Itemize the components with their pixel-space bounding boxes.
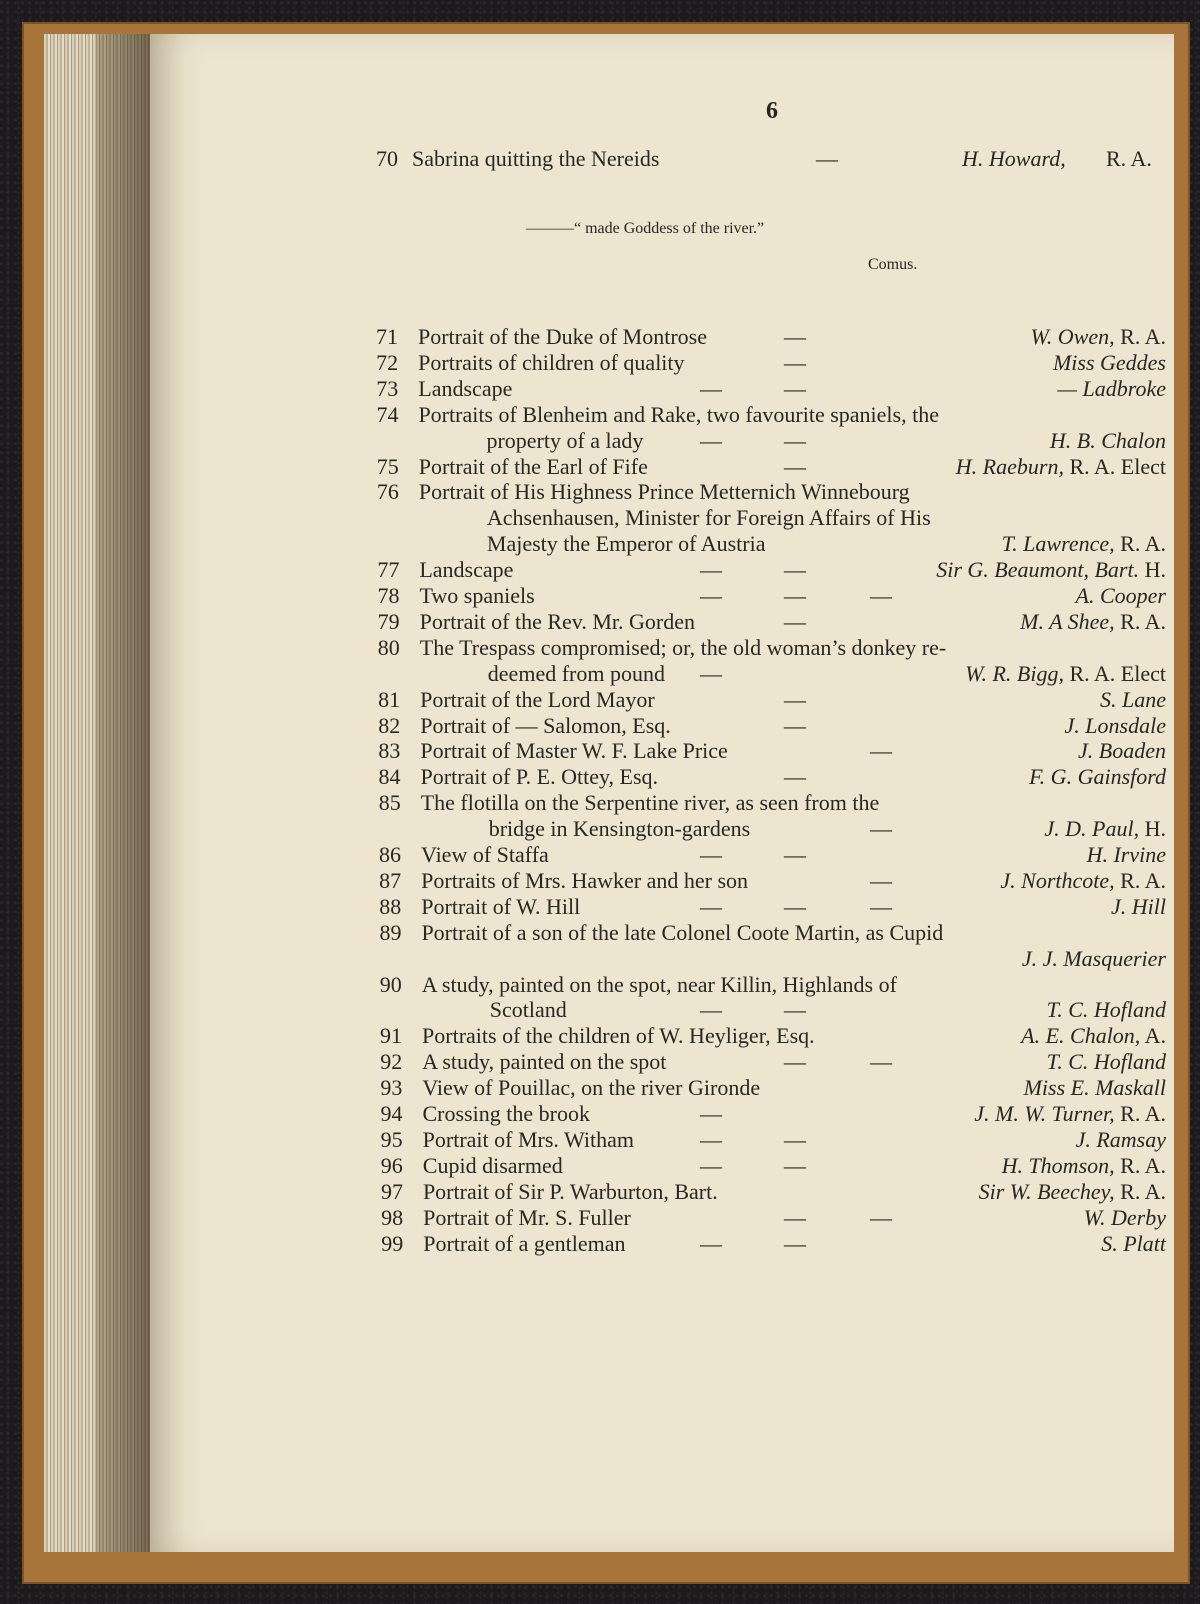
entry-70 bbox=[0, 146, 1200, 172]
entry-artist: T. Lawrence, bbox=[1001, 531, 1115, 557]
entry-title: Portrait of Mr. S. Fuller bbox=[423, 1204, 631, 1230]
entry-number: 74 bbox=[376, 401, 399, 427]
entry-attribution bbox=[1024, 1075, 1166, 1101]
entry-dash: — bbox=[700, 893, 722, 919]
entry-attribution bbox=[956, 454, 1166, 480]
entry-rank: R. A. bbox=[1114, 608, 1166, 634]
entry-number: 96 bbox=[380, 1152, 403, 1178]
catalogue-entry bbox=[0, 1153, 1200, 1179]
entry-artist: J. J. Masquerier bbox=[1021, 945, 1166, 971]
entry-attribution bbox=[1084, 1205, 1166, 1231]
catalogue-entry bbox=[0, 454, 1200, 480]
catalogue-entry-continuation bbox=[0, 997, 1200, 1023]
entry-attribution bbox=[1044, 816, 1166, 842]
entry-dash: — bbox=[870, 1049, 892, 1075]
entry-title: Two spaniels bbox=[419, 583, 535, 608]
entry-dash: — bbox=[784, 1204, 806, 1230]
entry-title: The flotilla on the Serpentine river, as seen from the bbox=[420, 790, 880, 816]
entry-artist: Miss E. Maskall bbox=[1023, 1075, 1166, 1101]
catalogue-entry bbox=[0, 894, 1200, 920]
entry-artist: W. Derby bbox=[1083, 1204, 1166, 1230]
catalogue-entry bbox=[0, 920, 1200, 946]
entry-title: Portrait of Sir P. Warburton, Bart. bbox=[422, 1178, 718, 1204]
entry-attribution bbox=[1020, 609, 1166, 635]
entry-attribution bbox=[1065, 713, 1166, 739]
entry-rank: R. A. bbox=[1114, 1101, 1166, 1126]
entry-dash: — bbox=[870, 583, 892, 608]
entry-number: 98 bbox=[381, 1204, 404, 1230]
entry-rank: R. A. bbox=[1114, 1152, 1166, 1178]
entry-number: 83 bbox=[378, 738, 401, 764]
entry-number: 71 bbox=[376, 324, 398, 349]
entry-artist: J. Northcote, bbox=[1000, 867, 1115, 893]
entry-dash: — bbox=[784, 453, 806, 479]
entry-artist: J. Ramsay bbox=[1075, 1126, 1166, 1152]
catalogue-entry bbox=[0, 790, 1200, 816]
epigraph-source: Comus. bbox=[868, 256, 918, 273]
entry-dash: — bbox=[784, 1230, 806, 1256]
entry-title: Portrait of the Earl of Fife bbox=[418, 453, 648, 479]
entry-title: Portrait of Master W. F. Lake Price bbox=[420, 738, 728, 764]
entry-attribution bbox=[1053, 350, 1166, 376]
entry-title: bridge in Kensington-gardens bbox=[488, 816, 751, 842]
entry-attribution bbox=[1087, 842, 1166, 868]
entry-attribution bbox=[1029, 764, 1166, 790]
entry-dash: — bbox=[784, 324, 806, 349]
entry-title: A study, painted on the spot, near Killin, Highlands of bbox=[421, 971, 897, 997]
entry-title: The Trespass compromised; or, the old woman’s donkey re- bbox=[419, 634, 947, 660]
entry-number: 86 bbox=[379, 842, 401, 867]
entry-title: Portraits of Mrs. Hawker and her son bbox=[421, 867, 749, 893]
entry-dash: — bbox=[700, 1152, 722, 1178]
entry-artist: H. Thomson, bbox=[1001, 1152, 1115, 1178]
catalogue-entry bbox=[0, 1023, 1200, 1049]
catalogue-entry bbox=[0, 402, 1200, 428]
catalogue-entry bbox=[0, 324, 1200, 350]
entry-dash: — bbox=[700, 583, 722, 608]
entry-dash: — bbox=[784, 764, 806, 790]
entry-dash: — bbox=[784, 375, 806, 401]
entry-dash: — bbox=[784, 1049, 806, 1075]
entry-title: property of a lady bbox=[486, 427, 644, 453]
entry-attribution bbox=[1111, 894, 1166, 920]
entry-title: Portraits of the children of W. Heyliger, Esq. bbox=[422, 1023, 815, 1049]
entry-number: 84 bbox=[378, 764, 401, 790]
entry-artist: H. B. Chalon bbox=[1049, 427, 1166, 453]
entry-artist: M. A Shee, bbox=[1020, 608, 1115, 634]
catalogue-entry bbox=[0, 1101, 1200, 1127]
catalogue-entry bbox=[0, 557, 1200, 583]
entry-attribution bbox=[1076, 583, 1166, 609]
entry-number: 90 bbox=[379, 971, 402, 997]
entry-artist: H. Irvine bbox=[1086, 842, 1166, 867]
entry-dash: — bbox=[784, 997, 806, 1023]
entry-attribution bbox=[1057, 376, 1166, 402]
entry-attribution bbox=[965, 661, 1166, 687]
entry-artist: J. D. Paul, bbox=[1044, 816, 1140, 842]
entry-number: 72 bbox=[376, 349, 399, 375]
entry-dash: — bbox=[700, 427, 722, 453]
entry-title: Portrait of the Lord Mayor bbox=[420, 686, 655, 712]
entry-rank: A. bbox=[1140, 1023, 1166, 1049]
entry-dash: — bbox=[870, 738, 892, 764]
entry-attribution bbox=[1076, 1127, 1166, 1153]
entry-number: 79 bbox=[377, 608, 400, 634]
entry-title: A study, painted on the spot bbox=[422, 1049, 667, 1075]
entry-title: Portrait of a gentleman bbox=[423, 1230, 626, 1256]
entry-number: 92 bbox=[380, 1049, 403, 1075]
entry-dash: — bbox=[870, 816, 892, 842]
entry-artist: J. Lonsdale bbox=[1064, 712, 1166, 738]
entry-dash: — bbox=[784, 427, 806, 453]
entry-title: Scotland bbox=[489, 997, 567, 1023]
catalogue-entry bbox=[0, 609, 1200, 635]
entry-title: Landscape bbox=[418, 375, 513, 401]
entry-number: 75 bbox=[376, 453, 399, 479]
entry-title: Portrait of Mrs. Witham bbox=[422, 1126, 634, 1152]
catalogue-entry-continuation bbox=[0, 946, 1200, 972]
catalogue-entry bbox=[0, 738, 1200, 764]
catalogue-entry bbox=[0, 1179, 1200, 1205]
entry-rank: R. A. bbox=[1114, 324, 1166, 349]
entry-title: Sabrina quitting the Nereids bbox=[412, 146, 660, 171]
entry-dash: — bbox=[784, 349, 806, 375]
entry-artist: H. Raeburn, bbox=[955, 453, 1064, 479]
catalogue-entry bbox=[0, 1205, 1200, 1231]
entry-number: 76 bbox=[376, 479, 399, 505]
entry-dash: — bbox=[784, 1152, 806, 1178]
entry-artist: J. Boaden bbox=[1078, 738, 1166, 764]
entry-dash: — bbox=[784, 842, 806, 867]
entry-attribution bbox=[1002, 1153, 1166, 1179]
entry-dash: — bbox=[784, 893, 806, 919]
entry-number: 81 bbox=[378, 686, 401, 712]
entry-attribution bbox=[1101, 1231, 1166, 1257]
entry-title: Majesty the Emperor of Austria bbox=[486, 531, 766, 557]
entry-number: 80 bbox=[377, 634, 400, 660]
entry-dash: — bbox=[870, 1204, 892, 1230]
entry-attribution bbox=[1050, 428, 1166, 454]
entry-dash: — bbox=[700, 1230, 722, 1256]
entry-artist: A. Cooper bbox=[1075, 583, 1166, 608]
catalogue-entry bbox=[0, 1049, 1200, 1075]
entry-number: 91 bbox=[380, 1023, 403, 1049]
entry-dash: — bbox=[700, 842, 722, 867]
catalogue-entry bbox=[0, 479, 1200, 505]
entry-number: 89 bbox=[379, 919, 402, 945]
entry-rank: H. bbox=[1139, 557, 1166, 583]
entry-artist: Miss Geddes bbox=[1052, 349, 1166, 375]
entry-title: Portrait of His Highness Prince Metternich Winnebourg bbox=[418, 479, 910, 505]
entry-dash: — bbox=[870, 867, 892, 893]
entry-number: 78 bbox=[377, 583, 400, 608]
entry-dash: — bbox=[784, 1126, 806, 1152]
entry-title: Portrait of the Duke of Montrose bbox=[418, 324, 707, 349]
entry-number: 82 bbox=[378, 712, 401, 738]
entry-artist: T. C. Hofland bbox=[1046, 997, 1166, 1023]
entry-attribution bbox=[936, 557, 1166, 583]
catalogue-entry-continuation bbox=[0, 505, 1200, 531]
entry-dash: — bbox=[700, 1101, 722, 1126]
entry-title: Landscape bbox=[419, 557, 514, 583]
catalogue-entry-continuation bbox=[0, 428, 1200, 454]
entry-artist: F. G. Gainsford bbox=[1029, 764, 1166, 790]
entry-title: View of Staffa bbox=[421, 842, 549, 867]
entry-attribution bbox=[1047, 1049, 1166, 1075]
entry-title: Crossing the brook bbox=[422, 1101, 590, 1126]
entry-artist: H. Howard, bbox=[962, 146, 1066, 171]
entry-number: 88 bbox=[379, 893, 402, 919]
entry-artist: Sir W. Beechey, bbox=[978, 1178, 1115, 1204]
catalogue-entry bbox=[0, 713, 1200, 739]
catalogue-entry bbox=[0, 972, 1200, 998]
entry-number: 87 bbox=[379, 867, 402, 893]
catalogue-entry-continuation bbox=[0, 661, 1200, 687]
entry-artist: A. E. Chalon, bbox=[1021, 1023, 1141, 1049]
entry-dash: — bbox=[700, 660, 722, 686]
catalogue-entry bbox=[0, 842, 1200, 868]
entry-title: Achsenhausen, Minister for Foreign Affairs of His bbox=[486, 505, 931, 531]
entry-number: 77 bbox=[377, 557, 400, 583]
entry-rank: R. A. Elect bbox=[1063, 453, 1166, 479]
catalogue-entry bbox=[0, 1231, 1200, 1257]
entry-dash: — bbox=[784, 557, 806, 583]
entry-number: 95 bbox=[380, 1126, 403, 1152]
entry-artist: T. C. Hofland bbox=[1046, 1049, 1166, 1075]
entry-title: Portrait of a son of the late Colonel Coote Martin, as Cupid bbox=[421, 919, 944, 945]
page-number: 6 bbox=[766, 98, 778, 124]
entry-dash: — bbox=[700, 557, 722, 583]
catalogue-entry bbox=[0, 635, 1200, 661]
catalogue-entry bbox=[0, 376, 1200, 402]
entry-dash: — bbox=[816, 146, 838, 171]
entry-dash: — bbox=[700, 997, 722, 1023]
entry-artist: W. R. Bigg, bbox=[965, 660, 1064, 686]
entry-number: 85 bbox=[378, 790, 401, 816]
catalogue-entry bbox=[0, 1075, 1200, 1101]
entry-attribution bbox=[1078, 738, 1166, 764]
entry-attribution bbox=[1031, 324, 1167, 350]
entry-dash: — bbox=[784, 608, 806, 634]
entry-number: 94 bbox=[380, 1101, 403, 1126]
entry-rank: R. A. bbox=[1114, 867, 1166, 893]
entry-title: Portrait of W. Hill bbox=[421, 893, 581, 919]
entry-dash: — bbox=[700, 375, 722, 401]
entry-dash: — bbox=[700, 1126, 722, 1152]
entry-attribution bbox=[1021, 1023, 1166, 1049]
entry-artist: — Ladbroke bbox=[1057, 375, 1166, 401]
entry-dash: — bbox=[784, 712, 806, 738]
entry-attribution bbox=[974, 1101, 1166, 1127]
entry-rank: R. A. bbox=[1106, 146, 1152, 171]
entry-title: Portraits of children of quality bbox=[418, 349, 685, 375]
catalogue-entry bbox=[0, 583, 1200, 609]
entry-number: 97 bbox=[380, 1178, 403, 1204]
entry-dash: — bbox=[784, 686, 806, 712]
entry-attribution bbox=[1047, 997, 1166, 1023]
entry-attribution bbox=[1002, 531, 1166, 557]
entry-rank: R. A. bbox=[1114, 1178, 1166, 1204]
entry-title: Cupid disarmed bbox=[422, 1152, 563, 1178]
catalogue-entry bbox=[0, 764, 1200, 790]
entry-number: 70 bbox=[376, 146, 398, 171]
entry-attribution bbox=[979, 1179, 1166, 1205]
entry-title: Portrait of the Rev. Mr. Gorden bbox=[419, 608, 695, 634]
entry-artist: Sir G. Beaumont, Bart. bbox=[936, 557, 1140, 583]
catalogue-entry-continuation bbox=[0, 816, 1200, 842]
entry-artist: J. Hill bbox=[1111, 893, 1166, 919]
catalogue-entry bbox=[0, 1127, 1200, 1153]
entry-artist: W. Owen, bbox=[1030, 324, 1115, 349]
catalogue-entry bbox=[0, 868, 1200, 894]
entry-artist: S. Platt bbox=[1101, 1230, 1166, 1256]
entry-artist: J. M. W. Turner, bbox=[974, 1101, 1115, 1126]
entry-dash: — bbox=[784, 583, 806, 608]
catalogue-entry bbox=[0, 687, 1200, 713]
entry-title: Portraits of Blenheim and Rake, two favourite spaniels, the bbox=[418, 401, 939, 427]
entry-title: Portrait of — Salomon, Esq. bbox=[420, 712, 671, 738]
entry-number: 99 bbox=[381, 1230, 404, 1256]
entry-artist: S. Lane bbox=[1100, 686, 1166, 712]
entry-title: deemed from pound bbox=[487, 660, 665, 686]
entry-attribution bbox=[1000, 868, 1166, 894]
epigraph-quote: ———“ made Goddess of the river.” bbox=[526, 220, 765, 237]
entry-rank: R. A. bbox=[1114, 531, 1166, 557]
entry-attribution bbox=[1100, 687, 1166, 713]
entry-dash: — bbox=[870, 893, 892, 919]
entry-title: Portrait of P. E. Ottey, Esq. bbox=[420, 764, 659, 790]
entry-rank: H. bbox=[1139, 816, 1166, 842]
catalogue-entry-continuation bbox=[0, 531, 1200, 557]
entry-attribution bbox=[1022, 946, 1166, 972]
entry-rank: R. A. Elect bbox=[1063, 660, 1166, 686]
entry-number: 73 bbox=[376, 375, 399, 401]
entry-title: View of Pouillac, on the river Gironde bbox=[422, 1075, 761, 1101]
catalogue-entry bbox=[0, 350, 1200, 376]
entry-number: 93 bbox=[380, 1075, 403, 1101]
